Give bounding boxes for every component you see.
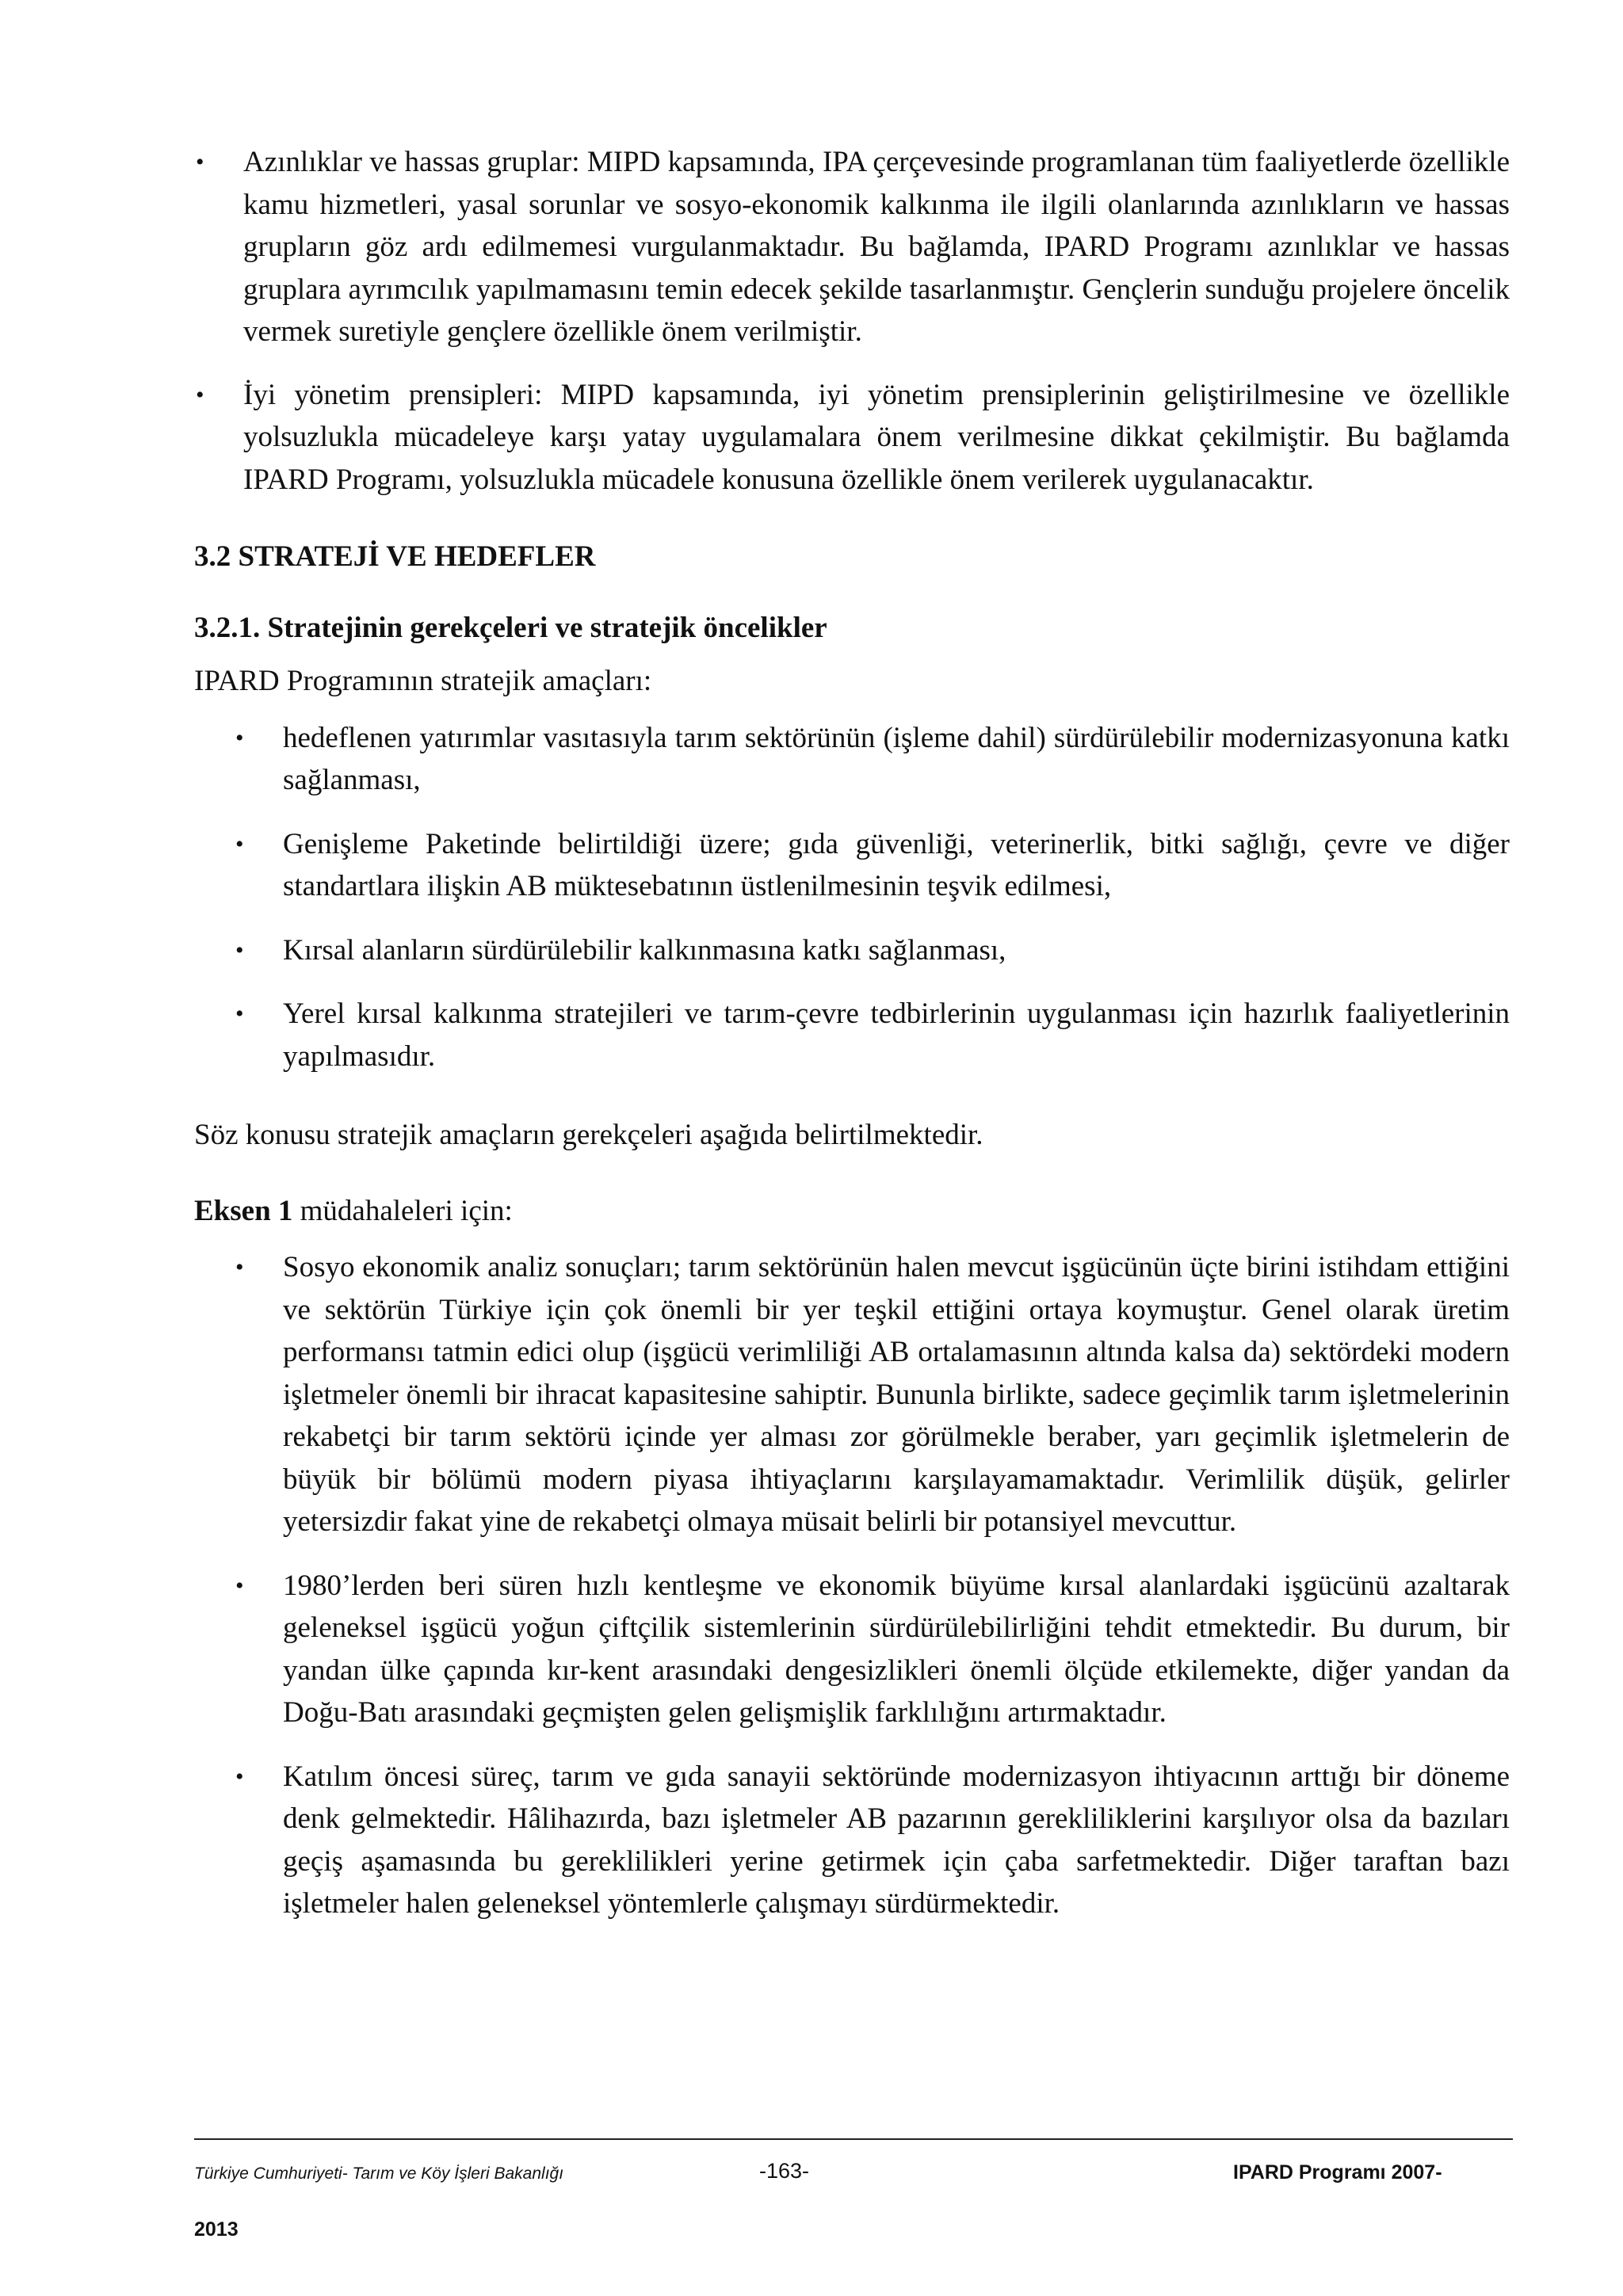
list-item-text: hedeflenen yatırımlar vasıtasıyla tarım sektörünün (işleme dahil) sürdürülebilir modernizasyonuna katkı sağlanması, [283,721,1510,796]
bullet-icon: • [235,1001,244,1027]
principles-list [194,141,1510,501]
closing-sentence: Söz konusu stratejik amaçların gerekçeleri aşağıda belirtilmektedir. [194,1119,983,1151]
axis-intro-text: müdahaleleri için: [292,1194,513,1227]
bullet-icon: • [235,936,244,963]
footer-ministry: Türkiye Cumhuriyeti- Tarım ve Köy İşleri Bakanlığı [194,2164,564,2183]
bullet-icon: • [235,724,244,751]
axis-intro [194,1190,1510,1233]
subsection-heading: 3.2.1. Stratejinin gerekçeleri ve stratejik öncelikler [194,611,827,644]
list-item-good-governance [194,374,1510,502]
list-item [194,1565,1510,1734]
page-body [194,141,1510,1925]
list-item-text: 1980’lerden beri süren hızlı kentleşme ve ekonomik büyüme kırsal alanlardaki işgücünü azaltarak geleneksel işgücü yoğun çiftçilik sistemlerinin sürdürülebilirliğini tehdit etmektedir. Bu durum, bir yandan ülke çapında kır-kent arasındaki dengesizlikleri önemli ölçüde etkilemekte, diğer yandan da Doğu-Batı arasındaki geçmişten gelen gelişmişlik farklılığını artırmaktadır. [283,1569,1510,1729]
list-item [194,1756,1510,1925]
list-item-text: Katılım öncesi süreç, tarım ve gıda sanayii sektöründe modernizasyon ihtiyacının arttığı bir döneme denk gelmektedir. Hâlihazırda, bazı işletmeler AB pazarının gerekliliklerini karşılıyor olsa da bazıları geçiş aşamasında bu gereklilikleri yerine getirmek için çaba sarfetmektedir. Diğer taraftan bazı işletmeler halen geleneksel yöntemlerle çalışmayı sürdürmektedir. [283,1760,1510,1920]
list-item-text: Sosyo ekonomik analiz sonuçları; tarım sektörünün halen mevcut işgücünün üçte birini istihdam ettiğini ve sektörün Türkiye için çok önemli bir yer teşkil ettiğini ortaya koymuştur. Genel olarak üretim performansı tatmin edici olup (işgücü verimliliği AB ortalamasının altında kalsa da) sektördeki modern işletmeler önemli bir ihracat kapasitesine sahiptir. Bununla birlikte, sadece geçimlik tarım işletmelerinin rekabetçi bir tarım sektörü içinde yer alması zor görülmekle beraber, yarı geçimlik işletmelerin de büyük bir bölümü modern piyasa ihtiyaçlarını karşılayamamaktadır. Verimlilik düşük, gelirler yetersizdir fakat yine de rekabetçi olmaya müsait belirli bir potansiyel mevcuttur. [283,1251,1510,1538]
footer-program: IPARD Programı 2007- [1233,2161,1442,2183]
list-item-minorities [194,141,1510,353]
list-item-text: Kırsal alanların sürdürülebilir kalkınmasına katkı sağlanması, [283,933,1006,967]
bullet-icon: • [196,381,204,408]
bullet-icon: • [196,149,204,175]
bullet-icon: • [235,1572,244,1599]
list-item-text: İyi yönetim prensipleri: MIPD kapsamında, iyi yönetim prensiplerinin geliştirilmesine ve özellikle yolsuzlukla mücadeleye karşı yatay uygulamalara önem verilmesine dikkat çekilmiştir. Bu bağlamda IPARD Programı, yolsuzlukla mücadele konusuna özellikle önem verilerek uygulanacaktır. [243,378,1510,496]
list-item [194,823,1510,908]
bullet-icon: • [235,1763,244,1790]
axis-points-list [194,1246,1510,1925]
list-item [194,929,1510,972]
objectives-intro: IPARD Programının stratejik amaçları: [194,665,652,697]
footer-year: 2013 [194,2218,239,2241]
list-item-text: Azınlıklar ve hassas gruplar: MIPD kapsamında, IPA çerçevesinde programlanan tüm faaliyetlerde özellikle kamu hizmetleri, yasal sorunlar ve sosyo-ekonomik kalkınma ile ilgili olanlarında azınlıkların ve hassas grupların göz ardı edilmemesi vurgulanmaktadır. Bu bağlamda, IPARD Programı azınlıklar ve hassas gruplara ayrımcılık yapılmamasını temin edecek şekilde tasarlanmıştır. Gençlerin sunduğu projelere öncelik vermek suretiyle gençlere özellikle önem verilmiştir. [243,146,1510,348]
bullet-icon: • [235,830,244,857]
list-item [194,1246,1510,1543]
list-item [194,993,1510,1077]
axis-label: Eksen 1 [194,1194,293,1227]
footer-page-number: -163- [759,2159,810,2183]
list-item-text: Yerel kırsal kalkınma stratejileri ve tarım-çevre tedbirlerinin uygulanması için hazırlık faaliyetlerinin yapılmasıdır. [283,997,1510,1073]
list-item-text: Genişleme Paketinde belirtildiği üzere; gıda güvenliği, veterinerlik, bitki sağlığı, çevre ve diğer standartlara ilişkin AB müktesebatının üstlenilmesinin teşvik edilmesi, [283,827,1510,902]
footer-divider [194,2138,1513,2140]
section-heading: 3.2 STRATEJİ VE HEDEFLER [194,540,596,573]
objectives-list [194,717,1510,1078]
bullet-icon: • [235,1254,244,1280]
list-item [194,717,1510,802]
